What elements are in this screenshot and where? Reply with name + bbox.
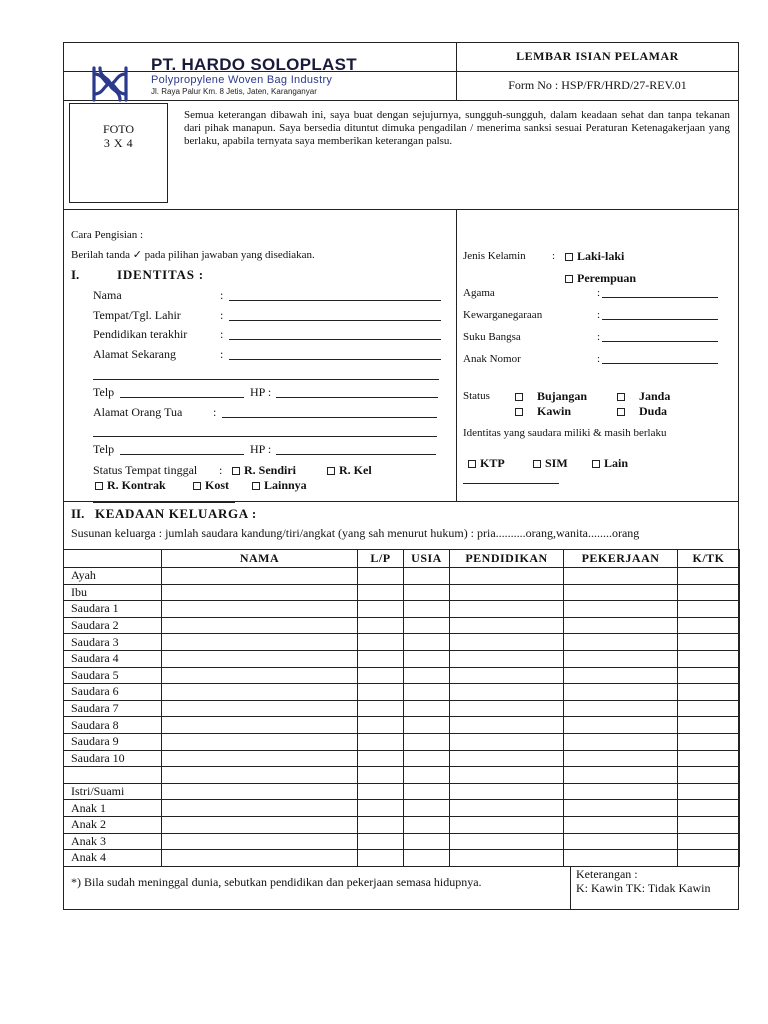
label-alamat: Alamat Sekarang (93, 347, 176, 361)
nama-cell[interactable] (162, 617, 358, 634)
table-row (64, 833, 740, 850)
identitas-number: I. (71, 267, 80, 282)
option-lain[interactable]: Lain (592, 456, 628, 471)
identitas-text: Identitas yang saudara miliki & masih berlaku (463, 427, 667, 439)
table-row (64, 568, 740, 585)
pendidikan-cell[interactable] (450, 833, 564, 850)
hardo-logo-icon (90, 64, 130, 104)
ktk-cell[interactable] (678, 617, 740, 634)
label-ttl: Tempat/Tgl. Lahir (93, 308, 181, 322)
pekerjaan-cell[interactable] (564, 617, 678, 634)
usia-cell[interactable] (404, 568, 450, 585)
pendidikan-cell[interactable] (450, 750, 564, 767)
lp-cell[interactable] (358, 850, 404, 867)
pendidikan-cell[interactable] (450, 717, 564, 734)
label-pendidikan: Pendidikan terakhir (93, 327, 188, 341)
nama-cell[interactable] (162, 601, 358, 618)
lain-field[interactable] (463, 473, 559, 484)
anak-nomor-field[interactable] (602, 353, 718, 364)
table-row (64, 584, 740, 601)
pekerjaan-cell[interactable] (564, 783, 678, 800)
ktk-cell[interactable] (678, 601, 740, 618)
footer-note: *) Bila sudah meninggal dunia, sebutkan pendidikan dan pekerjaan semasa hidupnya. (71, 875, 482, 889)
pendidikan-cell[interactable] (450, 800, 564, 817)
pekerjaan-cell[interactable] (564, 816, 678, 833)
hp-field[interactable] (276, 387, 438, 398)
checkmark-icon: ✓ (132, 249, 142, 261)
nama-cell[interactable] (162, 783, 358, 800)
pendidikan-cell[interactable] (450, 584, 564, 601)
lp-cell[interactable] (358, 650, 404, 667)
label-telp: Telp (93, 385, 115, 399)
alamat-field[interactable] (229, 349, 441, 360)
pekerjaan-cell[interactable] (564, 650, 678, 667)
lp-cell[interactable] (358, 767, 404, 784)
nama-cell[interactable] (162, 750, 358, 767)
usia-cell[interactable] (404, 634, 450, 651)
kewarganegaraan-field[interactable] (602, 309, 718, 320)
pekerjaan-cell[interactable] (564, 833, 678, 850)
photo-size: 3 X 4 (103, 136, 134, 150)
colon: : (597, 353, 601, 365)
option-janda[interactable]: Janda (617, 389, 670, 404)
row-label: Saudara 4 (64, 650, 162, 667)
option-laki-laki[interactable]: Laki-laki (565, 249, 624, 264)
colon: : (552, 250, 556, 262)
table-row (64, 783, 740, 800)
lp-cell[interactable] (358, 667, 404, 684)
pekerjaan-cell[interactable] (564, 717, 678, 734)
pekerjaan-cell[interactable] (564, 634, 678, 651)
table-row (64, 617, 740, 634)
label-hp: HP : (250, 385, 272, 399)
family-table (63, 549, 740, 867)
company-subtitle: Polypropylene Woven Bag Industry (151, 74, 333, 86)
lp-cell[interactable] (358, 617, 404, 634)
ktk-cell[interactable] (678, 717, 740, 734)
alamat-ortu-field-line2[interactable] (93, 426, 437, 437)
row-label: Saudara 6 (64, 684, 162, 701)
usia-cell[interactable] (404, 816, 450, 833)
row-label: Saudara 2 (64, 617, 162, 634)
header-pendidikan: PENDIDIKAN (450, 550, 564, 568)
option-r-sendiri[interactable]: R. Sendiri (232, 463, 296, 478)
option-kost[interactable]: Kost (193, 478, 229, 493)
option-ktp[interactable]: KTP (468, 456, 505, 471)
colon: : (220, 327, 224, 341)
row-label: Anak 1 (64, 800, 162, 817)
ktk-cell[interactable] (678, 783, 740, 800)
nama-cell[interactable] (162, 767, 358, 784)
ktk-cell[interactable] (678, 800, 740, 817)
lp-cell[interactable] (358, 684, 404, 701)
label-telp-ortu: Telp (93, 442, 115, 456)
checkbox-icon (327, 467, 335, 475)
row-label: Saudara 10 (64, 750, 162, 767)
susunan-text: Susunan keluarga : jumlah saudara kandung/tiri/angkat (yang sah menurut hukum) : pria..........orang,wanita........orang (71, 526, 640, 540)
label-kewarganegaraan: Kewarganegaraan (463, 309, 543, 321)
label-status: Status (463, 390, 490, 402)
ktk-cell[interactable] (678, 650, 740, 667)
column-divider (456, 209, 457, 501)
table-row (64, 717, 740, 734)
section-divider (63, 209, 739, 210)
checkbox-icon (468, 460, 476, 468)
pendidikan-cell[interactable] (450, 617, 564, 634)
header-ktk: K/TK (678, 550, 740, 568)
label-jenis-kelamin: Jenis Kelamin (463, 250, 526, 262)
row-label: Saudara 5 (64, 667, 162, 684)
table-row (64, 816, 740, 833)
pendidikan-cell[interactable] (450, 650, 564, 667)
pekerjaan-cell[interactable] (564, 767, 678, 784)
telp-ortu-field[interactable] (120, 444, 244, 455)
row-label: Ibu (64, 584, 162, 601)
instructions-after: pada pilihan jawaban yang disediakan. (144, 249, 315, 261)
table-row (64, 750, 740, 767)
option-r-kel[interactable]: R. Kel (327, 463, 372, 478)
colon: : (220, 288, 224, 302)
pendidikan-cell[interactable] (450, 733, 564, 750)
checkbox-icon (232, 467, 240, 475)
usia-cell[interactable] (404, 601, 450, 618)
checkbox-icon (617, 393, 625, 401)
nama-cell[interactable] (162, 733, 358, 750)
statement-text: Semua keterangan dibawah ini, saya buat dengan sejujurnya, sungguh-sungguh, dalam keadaan sehat dan tanpa tekanan dari pihak manapun. Saya bersedia dituntut dimuka pengadilan / menerima sanksi sesuai Peraturan Ketenagakerjaan yang berlaku, apabila ternyata saya memberikan keterangan palsu. (184, 109, 730, 147)
nama-cell[interactable] (162, 800, 358, 817)
usia-cell[interactable] (404, 650, 450, 667)
ktk-cell[interactable] (678, 767, 740, 784)
ktk-cell[interactable] (678, 816, 740, 833)
option-kawin[interactable]: Kawin (515, 404, 571, 419)
nama-cell[interactable] (162, 717, 358, 734)
row-label: Anak 4 (64, 850, 162, 867)
lp-cell[interactable] (358, 733, 404, 750)
usia-cell[interactable] (404, 800, 450, 817)
label-hp-ortu: HP : (250, 442, 272, 456)
nama-cell[interactable] (162, 816, 358, 833)
lp-cell[interactable] (358, 634, 404, 651)
keluarga-title: KEADAAN KELUARGA : (95, 506, 257, 521)
label-agama: Agama (463, 287, 495, 299)
lp-cell[interactable] (358, 584, 404, 601)
row-label (64, 767, 162, 784)
lp-cell[interactable] (358, 783, 404, 800)
table-row (64, 684, 740, 701)
usia-cell[interactable] (404, 783, 450, 800)
row-label: Saudara 9 (64, 733, 162, 750)
pekerjaan-cell[interactable] (564, 684, 678, 701)
lp-cell[interactable] (358, 816, 404, 833)
checkbox-icon (193, 482, 201, 490)
pendidikan-cell[interactable] (450, 667, 564, 684)
checkbox-icon (565, 275, 573, 283)
row-label: Saudara 8 (64, 717, 162, 734)
colon: : (220, 347, 224, 361)
ktk-cell[interactable] (678, 850, 740, 867)
alamat-ortu-field[interactable] (222, 407, 437, 418)
lp-cell[interactable] (358, 601, 404, 618)
table-row (64, 850, 740, 867)
lp-cell[interactable] (358, 750, 404, 767)
keterangan-title: Keterangan : (576, 867, 638, 881)
pendidikan-cell[interactable] (450, 700, 564, 717)
lp-cell[interactable] (358, 800, 404, 817)
nama-cell[interactable] (162, 568, 358, 585)
ttl-field[interactable] (229, 310, 441, 321)
row-label: Saudara 3 (64, 634, 162, 651)
pendidikan-cell[interactable] (450, 850, 564, 867)
company-address: Jl. Raya Palur Km. 8 Jetis, Jaten, Karanganyar (151, 87, 317, 96)
pendidikan-cell[interactable] (450, 601, 564, 618)
header-nama: NAMA (162, 550, 358, 568)
table-row (64, 700, 740, 717)
ktk-cell[interactable] (678, 568, 740, 585)
pekerjaan-cell[interactable] (564, 667, 678, 684)
pendidikan-cell[interactable] (450, 634, 564, 651)
instructions-before: Berilah tanda (71, 249, 130, 261)
usia-cell[interactable] (404, 733, 450, 750)
pendidikan-field[interactable] (229, 329, 441, 340)
footer-split (570, 866, 571, 910)
section-divider (63, 501, 739, 502)
pekerjaan-cell[interactable] (564, 733, 678, 750)
option-bujangan[interactable]: Bujangan (515, 389, 587, 404)
telp-field[interactable] (120, 387, 244, 398)
nama-cell[interactable] (162, 667, 358, 684)
checkbox-icon (515, 393, 523, 401)
usia-cell[interactable] (404, 617, 450, 634)
usia-cell[interactable] (404, 700, 450, 717)
pekerjaan-cell[interactable] (564, 800, 678, 817)
ktk-cell[interactable] (678, 733, 740, 750)
colon: : (597, 309, 601, 321)
header-bottom-line (63, 100, 739, 101)
checkbox-icon (515, 408, 523, 416)
option-perempuan[interactable]: Perempuan (565, 271, 636, 286)
colon: : (597, 331, 601, 343)
lp-cell[interactable] (358, 700, 404, 717)
ktk-cell[interactable] (678, 833, 740, 850)
table-row (64, 733, 740, 750)
form-number: Form No : HSP/FR/HRD/27-REV.01 (508, 78, 687, 92)
header-divider-right (456, 71, 739, 72)
nama-cell[interactable] (162, 684, 358, 701)
table-row (64, 650, 740, 667)
photo-box (69, 103, 168, 203)
usia-cell[interactable] (404, 717, 450, 734)
label-status-tinggal: Status Tempat tinggal (93, 463, 198, 477)
pekerjaan-cell[interactable] (564, 568, 678, 585)
photo-label: FOTO (102, 122, 135, 136)
colon: : (219, 463, 223, 477)
instructions-title: Cara Pengisian : (71, 229, 144, 241)
nama-cell[interactable] (162, 833, 358, 850)
usia-cell[interactable] (404, 667, 450, 684)
table-row (64, 601, 740, 618)
pekerjaan-cell[interactable] (564, 584, 678, 601)
table-row (64, 767, 740, 784)
company-name: PT. HARDO SOLOPLAST (151, 55, 357, 74)
usia-cell[interactable] (404, 833, 450, 850)
row-label: Ayah (64, 568, 162, 585)
row-label: Anak 2 (64, 816, 162, 833)
nama-cell[interactable] (162, 584, 358, 601)
colon: : (213, 405, 217, 419)
usia-cell[interactable] (404, 850, 450, 867)
checkbox-icon (565, 253, 573, 261)
lp-cell[interactable] (358, 568, 404, 585)
suku-field[interactable] (602, 331, 718, 342)
ktk-cell[interactable] (678, 634, 740, 651)
nama-field[interactable] (229, 290, 441, 301)
colon: : (220, 308, 224, 322)
pendidikan-cell[interactable] (450, 783, 564, 800)
keluarga-number: II. (71, 506, 85, 521)
identitas-title: IDENTITAS : (117, 267, 204, 282)
checkbox-icon (533, 460, 541, 468)
ktk-cell[interactable] (678, 700, 740, 717)
table-row (64, 800, 740, 817)
option-lainnya[interactable]: Lainnya (252, 478, 307, 493)
nama-cell[interactable] (162, 850, 358, 867)
alamat-field-line2[interactable] (93, 369, 439, 380)
ktk-cell[interactable] (678, 684, 740, 701)
nama-cell[interactable] (162, 700, 358, 717)
nama-cell[interactable] (162, 650, 358, 667)
option-sim[interactable]: SIM (533, 456, 568, 471)
header-lp: L/P (358, 550, 404, 568)
label-anak-nomor: Anak Nomor (463, 353, 521, 365)
agama-field[interactable] (602, 287, 718, 298)
hp-ortu-field[interactable] (276, 444, 436, 455)
ktk-cell[interactable] (678, 750, 740, 767)
option-duda[interactable]: Duda (617, 404, 667, 419)
option-r-kontrak[interactable]: R. Kontrak (95, 478, 166, 493)
ktk-cell[interactable] (678, 584, 740, 601)
nama-cell[interactable] (162, 634, 358, 651)
row-label: Saudara 1 (64, 601, 162, 618)
instructions-line (71, 248, 315, 261)
form-title: LEMBAR ISIAN PELAMAR (516, 49, 679, 63)
label-nama: Nama (93, 288, 122, 302)
usia-cell[interactable] (404, 684, 450, 701)
pekerjaan-cell[interactable] (564, 601, 678, 618)
pendidikan-cell[interactable] (450, 684, 564, 701)
label-suku: Suku Bangsa (463, 331, 521, 343)
pendidikan-cell[interactable] (450, 816, 564, 833)
table-header-row (64, 550, 740, 568)
header-usia: USIA (404, 550, 450, 568)
usia-cell[interactable] (404, 767, 450, 784)
pekerjaan-cell[interactable] (564, 700, 678, 717)
pekerjaan-cell[interactable] (564, 750, 678, 767)
checkbox-icon (592, 460, 600, 468)
header-label (64, 550, 162, 568)
checkbox-icon (617, 408, 625, 416)
lp-cell[interactable] (358, 833, 404, 850)
table-row (64, 667, 740, 684)
pekerjaan-cell[interactable] (564, 850, 678, 867)
table-row (64, 634, 740, 651)
pendidikan-cell[interactable] (450, 767, 564, 784)
row-label: Saudara 7 (64, 700, 162, 717)
lp-cell[interactable] (358, 717, 404, 734)
label-alamat-ortu: Alamat Orang Tua (93, 405, 183, 419)
usia-cell[interactable] (404, 750, 450, 767)
header-pekerjaan: PEKERJAAN (564, 550, 678, 568)
family-table-body (64, 568, 740, 867)
usia-cell[interactable] (404, 584, 450, 601)
row-label: Istri/Suami (64, 783, 162, 800)
row-label: Anak 3 (64, 833, 162, 850)
colon: : (597, 287, 601, 299)
checkbox-icon (252, 482, 260, 490)
ktk-cell[interactable] (678, 667, 740, 684)
checkbox-icon (95, 482, 103, 490)
keterangan-text: K: Kawin TK: Tidak Kawin (576, 881, 711, 895)
pendidikan-cell[interactable] (450, 568, 564, 585)
